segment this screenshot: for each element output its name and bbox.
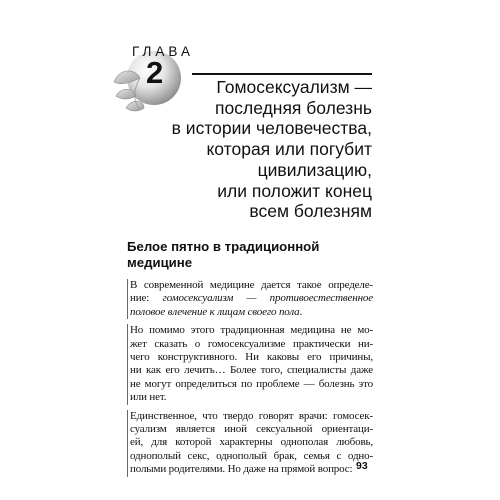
paragraph xyxy=(127,410,373,477)
chapter-title-line: всем болезням xyxy=(249,201,372,222)
line-tail: . xyxy=(299,305,303,318)
text-line xyxy=(130,324,373,337)
chapter-label: ГЛАВА xyxy=(132,44,194,59)
line-text: ей, для которой характерны однополая любовь, xyxy=(130,436,373,449)
text-line xyxy=(130,436,373,449)
line-text: ни как его лечить… Более того, специалисты даже xyxy=(130,364,373,377)
text-line xyxy=(130,378,373,391)
line-text: суализм является иной сексуальной ориентаци- xyxy=(130,423,373,436)
line-text: однополый секс, однополый брак, семья с одно- xyxy=(130,449,373,462)
chapter-title-line: Гомосексуализм — xyxy=(216,77,372,97)
chapter-title-line: которая или погубит xyxy=(206,139,372,160)
text-line xyxy=(130,306,373,319)
chapter-title xyxy=(172,77,372,222)
line-text: или нет. xyxy=(130,391,167,404)
text-line xyxy=(130,338,373,351)
line-text: В современной медицине дается такое определе- xyxy=(130,279,373,291)
line-emphasis: гомосексуализм — противоестественное xyxy=(162,292,373,305)
text-line xyxy=(130,279,373,292)
page-number: 93 xyxy=(356,460,368,472)
section-heading-line: Белое пятно в традиционной xyxy=(127,239,320,254)
chapter-title-line: или положит конец xyxy=(217,180,372,201)
text-line xyxy=(130,364,373,377)
line-text: полыми родителями. Но даже на прямой вопрос: xyxy=(130,463,353,476)
text-line xyxy=(130,351,373,364)
body-text xyxy=(127,279,373,482)
text-line xyxy=(130,292,373,305)
paragraph xyxy=(127,279,373,319)
line-text: чего конструктивного. Ни каковы его причины, xyxy=(130,351,373,364)
text-line xyxy=(130,410,373,423)
section-heading xyxy=(127,239,377,271)
chapter-number: 2 xyxy=(146,55,164,90)
line-text: Но помимо этого традиционная медицина не мо- xyxy=(130,324,373,337)
chapter-title-line: последняя болезнь xyxy=(215,97,372,118)
text-line xyxy=(130,450,373,463)
text-line xyxy=(130,391,373,404)
title-rule xyxy=(192,73,372,75)
line-text: не могут определиться по проблеме — болезнь это xyxy=(130,377,373,390)
chapter-title-line: цивилизацию, xyxy=(257,159,372,180)
text-line xyxy=(130,423,373,436)
text-line xyxy=(130,463,373,476)
section-heading-line: медицине xyxy=(127,255,193,270)
line-emphasis: половое влечение к лицам своего пола xyxy=(130,305,300,318)
line-text: Единственное, что твердо говорят врачи: гомосек- xyxy=(130,409,373,422)
chapter-title-line: в истории человечества, xyxy=(171,118,372,139)
line-text: ние: xyxy=(130,292,150,305)
paragraph xyxy=(127,324,373,404)
line-text: жет сказать о гомосексуализме практически ни- xyxy=(130,337,373,350)
